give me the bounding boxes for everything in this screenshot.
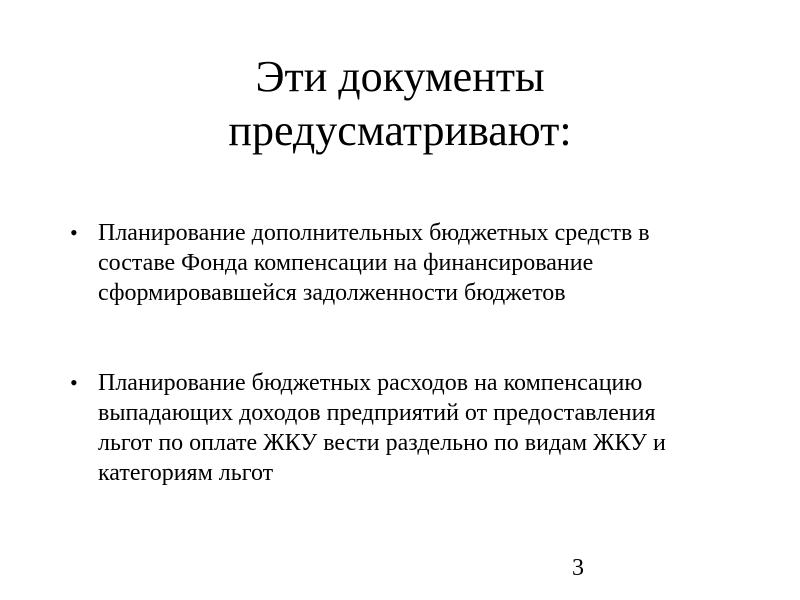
bullet-text [98,368,740,488]
bullet-text [98,218,740,308]
bullet-item [70,368,740,488]
slide-title-line: Эти документы [255,52,545,101]
bullet-list [70,218,740,488]
bullet-dot-icon: • [70,220,78,245]
bullet-text-line: сформировавшейся задолженности бюджетов [98,280,566,306]
slide-title-line: предусматривают: [228,106,572,155]
slide-title [0,50,800,158]
page-number: 3 [572,555,584,581]
bullet-text-line: льгот по оплате ЖКУ вести раздельно по видам ЖКУ и [98,430,666,456]
bullet-dot-icon: • [70,370,78,395]
bullet-text-line: категориям льгот [98,460,274,486]
bullet-text-line: выпадающих доходов предприятий от предоставления [98,400,656,426]
bullet-text-line: составе Фонда компенсации на финансирование [98,250,594,276]
bullet-text-line: Планирование дополнительных бюджетных средств в [98,220,650,246]
bullet-text-line: Планирование бюджетных расходов на компенсацию [98,370,643,396]
bullet-item [70,218,740,308]
